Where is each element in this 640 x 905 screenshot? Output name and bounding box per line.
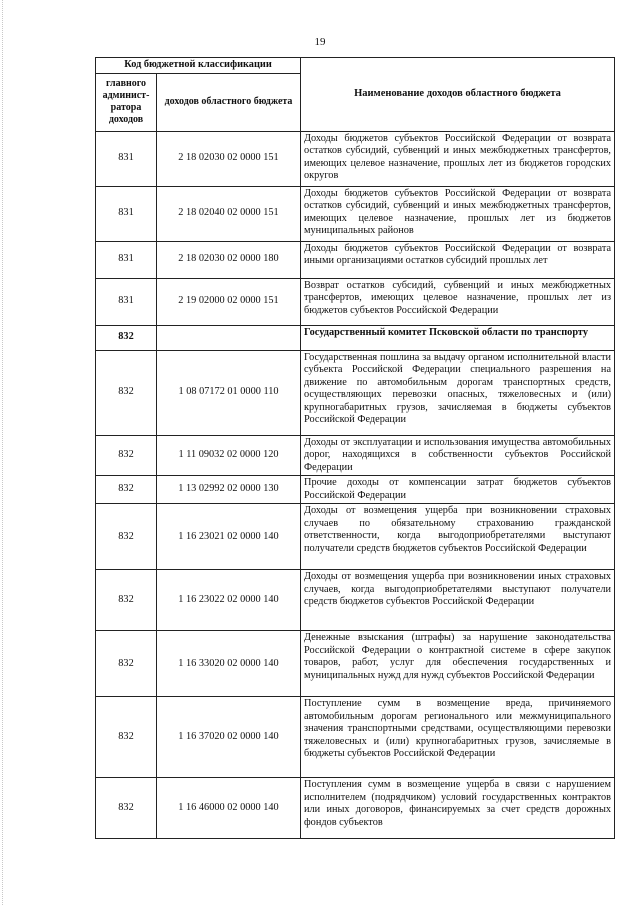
admin-code-cell: 831 xyxy=(96,241,157,278)
header-revenue-name: Наименование доходов областного бюджета xyxy=(301,58,615,132)
header-revenue-code: доходов областного бюджета xyxy=(157,73,301,131)
revenue-name-cell: Возврат остатков субсидий, субвенций и иных межбюджетных трансфертов, имеющих целевое назначение, прошлых лет из бюджетов субъектов Российской Федерации xyxy=(301,278,615,325)
revenue-code-cell xyxy=(157,325,301,350)
revenue-name-cell: Государственная пошлина за выдачу органом исполнительной власти субъекта Российской Федерации специального разрешения на движение по автомобильным дорогам транспортных средств, осуществляющих перевозки опасных, тяжеловесных и (или) крупногабаритных грузов, зачисляемая в бюджеты субъектов Российской Федерации xyxy=(301,350,615,435)
table-row xyxy=(96,476,615,504)
budget-classification-table xyxy=(95,57,615,839)
revenue-code-cell: 2 18 02040 02 0000 151 xyxy=(157,186,301,241)
admin-code-cell: 832 xyxy=(96,631,157,697)
admin-code-cell: 832 xyxy=(96,350,157,435)
table-row xyxy=(96,435,615,476)
revenue-code-cell: 1 08 07172 01 0000 110 xyxy=(157,350,301,435)
admin-code-cell: 831 xyxy=(96,131,157,186)
revenue-code-cell: 2 18 02030 02 0000 180 xyxy=(157,241,301,278)
table-row xyxy=(96,186,615,241)
revenue-code-cell: 1 11 09032 02 0000 120 xyxy=(157,435,301,476)
revenue-name-cell: Доходы от возмещения ущерба при возникновении иных страховых случаев, когда выгодоприобретателями выступают получатели средств бюджетов субъектов Российской Федерации xyxy=(301,570,615,631)
table-body xyxy=(96,131,615,839)
revenue-name-cell: Доходы бюджетов субъектов Российской Федерации от возврата остатков субсидий, субвенций и иных межбюджетных трансфертов, имеющих целевое назначение, прошлых лет из бюджетов городских округов xyxy=(301,131,615,186)
admin-code-cell: 831 xyxy=(96,278,157,325)
revenue-name-cell: Денежные взыскания (штрафы) за нарушение законодательства Российской Федерации о контрактной системе в сфере закупок товаров, работ, услуг для обеспечения государственных и муниципальных нужд для нужд субъектов Российской Федерации xyxy=(301,631,615,697)
table-row xyxy=(96,325,615,350)
revenue-name-cell: Доходы от возмещения ущерба при возникновении страховых случаев по обязательному страхованию гражданской ответственности, когда выгодоприобретателями выступают получатели средств бюджетов субъектов Российской Федерации xyxy=(301,504,615,570)
table-row xyxy=(96,504,615,570)
table-row xyxy=(96,278,615,325)
revenue-name-cell: Прочие доходы от компенсации затрат бюджетов субъектов Российской Федерации xyxy=(301,476,615,504)
admin-code-cell: 832 xyxy=(96,435,157,476)
revenue-code-cell: 1 16 23022 02 0000 140 xyxy=(157,570,301,631)
table-row xyxy=(96,241,615,278)
revenue-code-cell: 1 16 23021 02 0000 140 xyxy=(157,504,301,570)
revenue-code-cell: 1 16 37020 02 0000 140 xyxy=(157,697,301,778)
admin-code-cell: 832 xyxy=(96,504,157,570)
revenue-code-cell: 1 16 46000 02 0000 140 xyxy=(157,778,301,839)
header-budget-classification-code: Код бюджетной классификации xyxy=(96,58,301,74)
revenue-code-cell: 1 16 33020 02 0000 140 xyxy=(157,631,301,697)
revenue-name-cell: Поступления сумм в возмещение ущерба в связи с нарушением исполнителем (подрядчиком) условий государственных контрактов или иных договоров, финансируемых за счет средств дорожных фондов субъектов xyxy=(301,778,615,839)
page-number: 19 xyxy=(314,36,326,48)
revenue-code-cell: 1 13 02992 02 0000 130 xyxy=(157,476,301,504)
revenue-code-cell: 2 18 02030 02 0000 151 xyxy=(157,131,301,186)
table-row xyxy=(96,131,615,186)
admin-code-cell: 831 xyxy=(96,186,157,241)
table-row xyxy=(96,350,615,435)
admin-code-cell: 832 xyxy=(96,476,157,504)
admin-code-cell: 832 xyxy=(96,697,157,778)
revenue-name-cell: Поступление сумм в возмещение вреда, причиняемого автомобильным дорогам регионального или межмуниципального значения транспортными средствами, осуществляющими перевозки тяжеловесных и (или) крупногабаритных грузов, зачисляемые в бюджеты субъектов Российской Федерации xyxy=(301,697,615,778)
revenue-code-cell: 2 19 02000 02 0000 151 xyxy=(157,278,301,325)
revenue-name-cell: Государственный комитет Псковской области по транспорту xyxy=(301,325,615,350)
page-edge-line xyxy=(2,0,3,905)
table-row xyxy=(96,570,615,631)
revenue-name-cell: Доходы бюджетов субъектов Российской Федерации от возврата иными организациями остатков субсидий прошлых лет xyxy=(301,241,615,278)
table-row xyxy=(96,631,615,697)
admin-code-cell: 832 xyxy=(96,570,157,631)
revenue-name-cell: Доходы бюджетов субъектов Российской Федерации от возврата остатков субсидий, субвенций и иных межбюджетных трансфертов, имеющих целевое назначение, прошлых лет из бюджетов муниципальных районов xyxy=(301,186,615,241)
revenue-name-cell: Доходы от эксплуатации и использования имущества автомобильных дорог, находящихся в собственности субъектов Российской Федерации xyxy=(301,435,615,476)
table-row xyxy=(96,778,615,839)
admin-code-cell: 832 xyxy=(96,778,157,839)
header-chief-administrator: главного админист-ратора доходов xyxy=(96,73,157,131)
admin-code-cell: 832 xyxy=(96,325,157,350)
table-row xyxy=(96,697,615,778)
